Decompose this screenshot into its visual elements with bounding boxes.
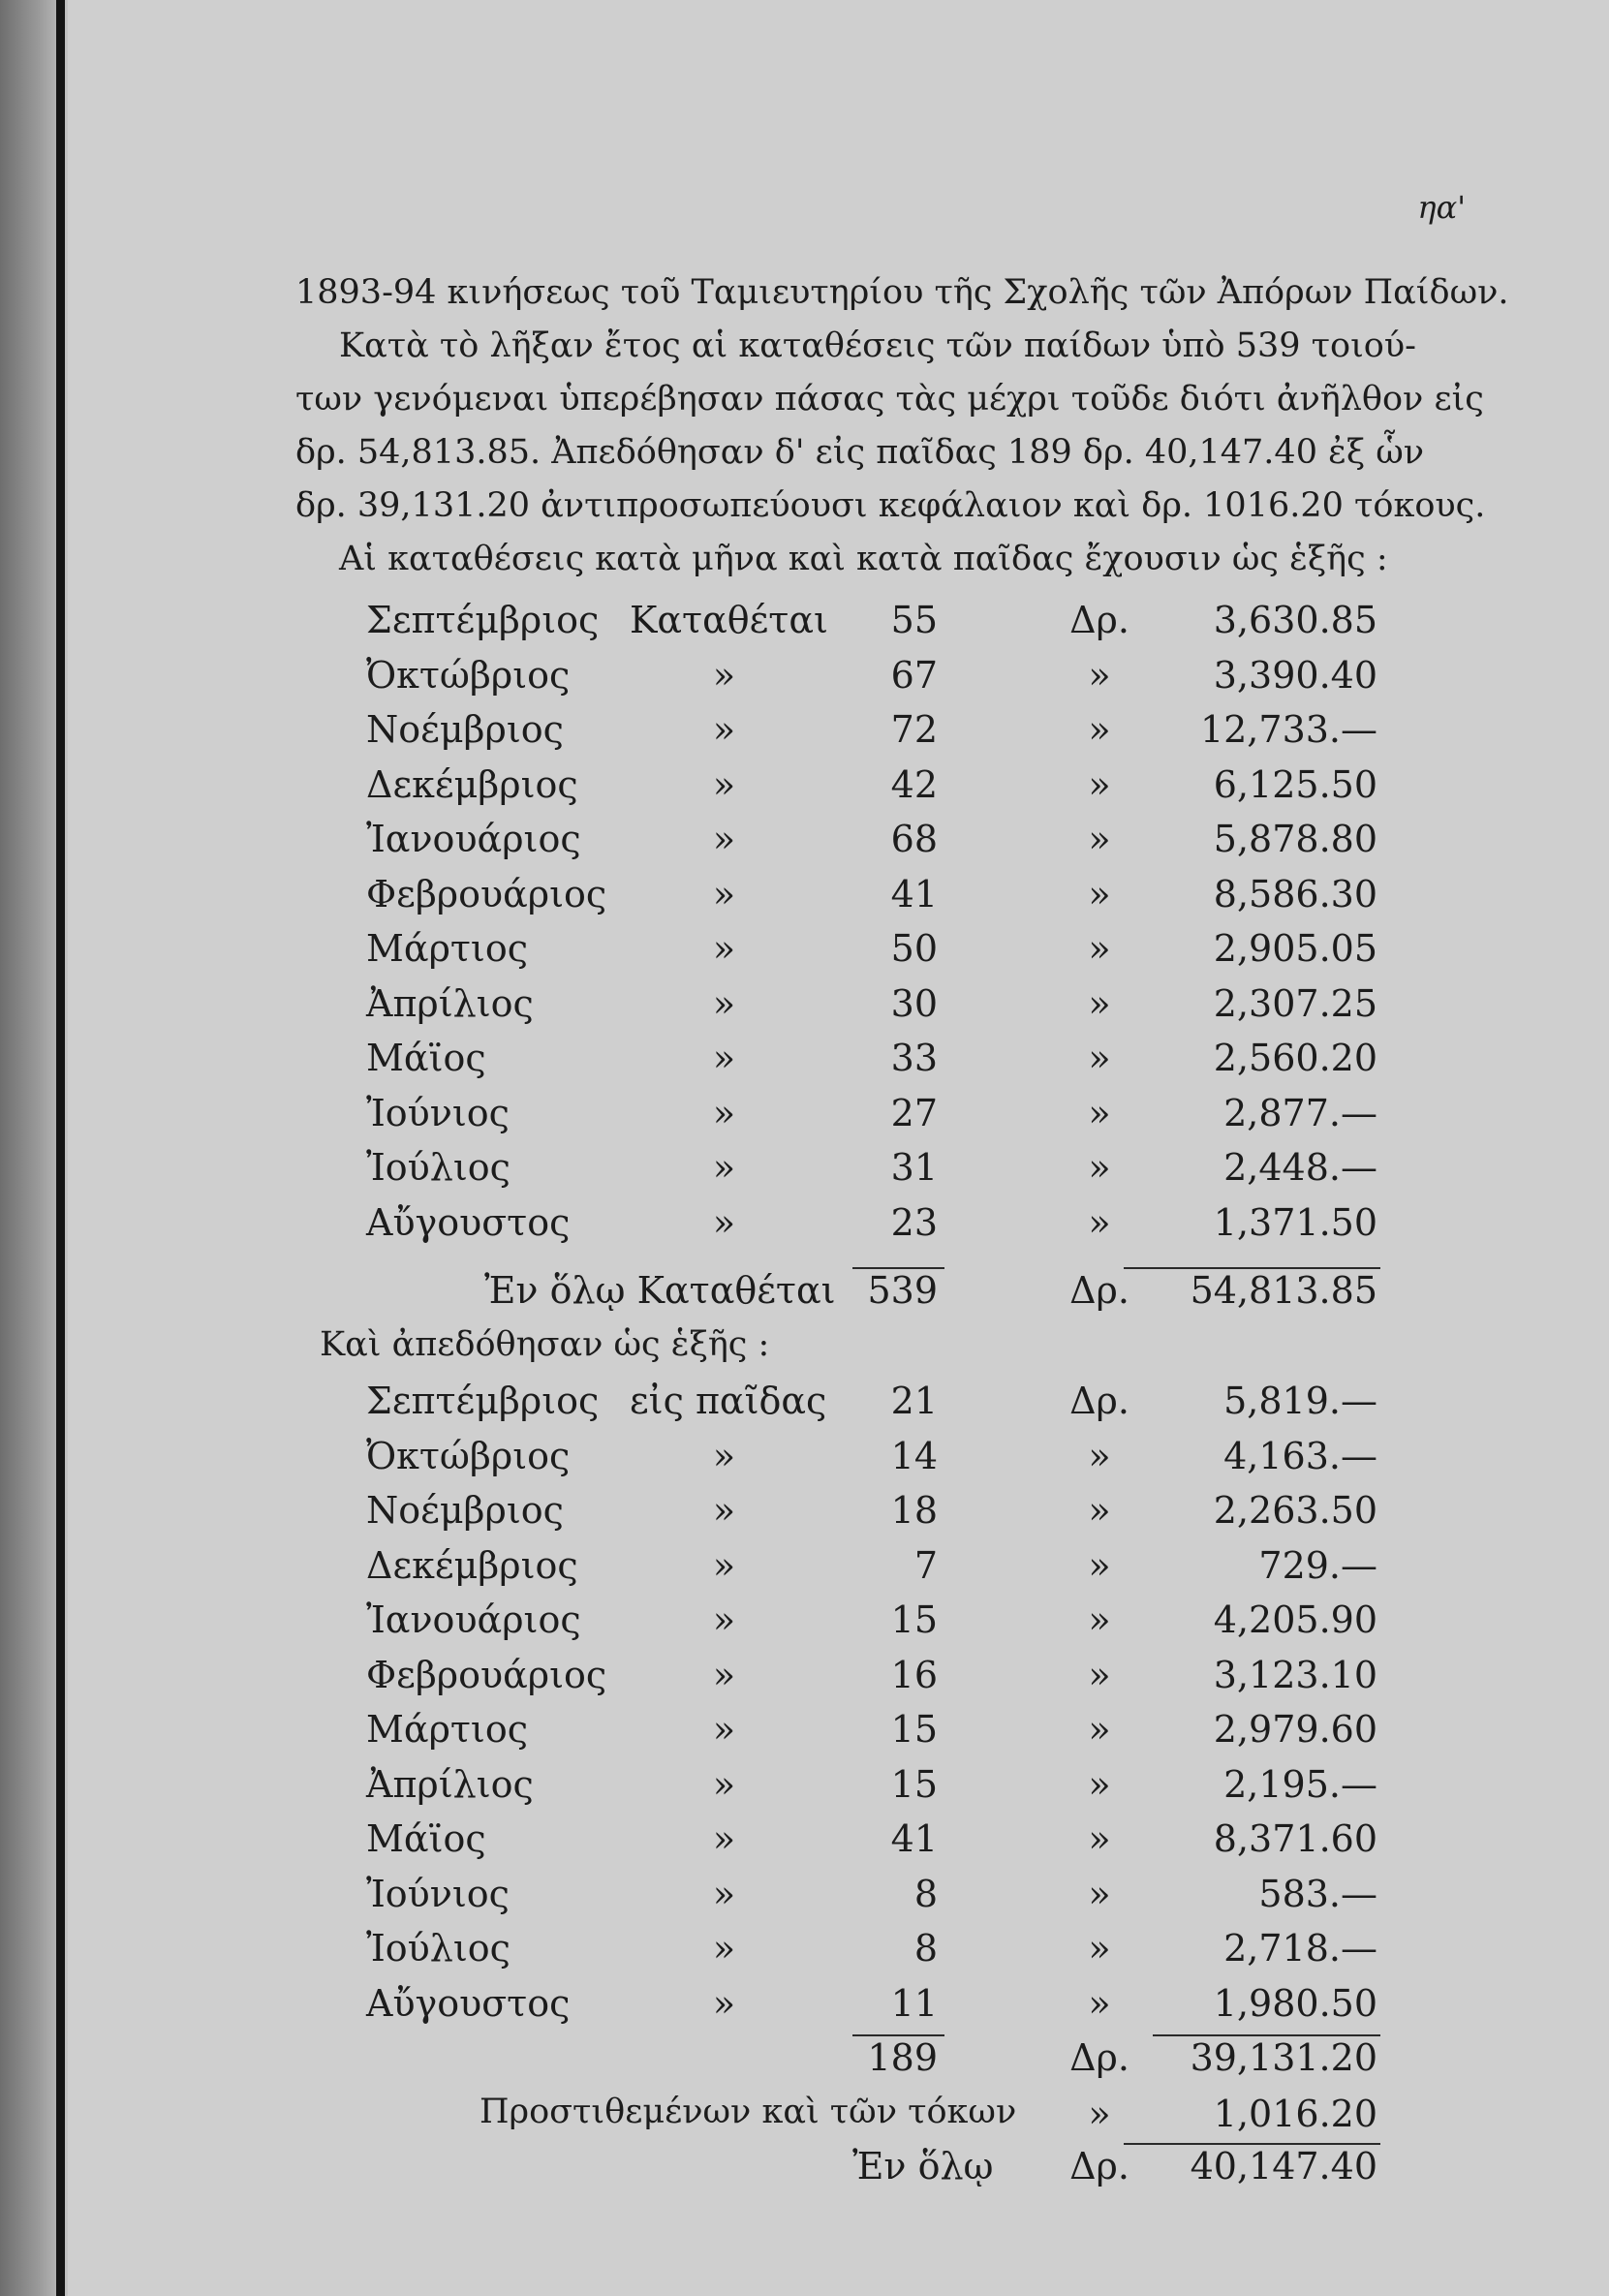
intro-line: δρ. 39,131.20 ἀντιπροσωπεύουσι κεφάλαιον καὶ δρ. 1016.20 τόκους. bbox=[295, 486, 1486, 525]
currency-cell: » bbox=[1088, 1872, 1111, 1915]
amount-cell: 12,733.— bbox=[1199, 708, 1377, 751]
amount-cell: 2,263.50 bbox=[1213, 1489, 1377, 1532]
month-name: Μάϊος bbox=[366, 1817, 486, 1860]
amount-cell: 5,819.— bbox=[1223, 1380, 1377, 1422]
amount-cell: 3,123.10 bbox=[1213, 1653, 1377, 1696]
currency-cell: » bbox=[1088, 1543, 1111, 1587]
amount-cell: 2,195.— bbox=[1223, 1762, 1377, 1806]
row-label: εἰς παῖδας bbox=[630, 1380, 827, 1422]
row-label: » bbox=[712, 1037, 736, 1079]
row-label: » bbox=[712, 1598, 736, 1641]
interest-amount: 1,016.20 bbox=[1213, 2093, 1377, 2135]
deposit-row bbox=[0, 1092, 1609, 1146]
row-label: Καταθέται bbox=[630, 599, 828, 641]
returned-row bbox=[0, 1873, 1609, 1927]
row-label: » bbox=[712, 708, 736, 751]
amount-cell: 6,125.50 bbox=[1213, 762, 1377, 806]
deposit-row bbox=[0, 1037, 1609, 1091]
month-name: Ἰούνιος bbox=[366, 1091, 510, 1134]
amount-cell: 1,980.50 bbox=[1213, 1981, 1377, 2025]
amount-cell: 4,163.— bbox=[1223, 1434, 1377, 1477]
count-cell: 68 bbox=[890, 818, 938, 860]
count-cell: 67 bbox=[890, 653, 938, 697]
currency-cell: » bbox=[1088, 708, 1111, 751]
deposits-total-amount: 54,813.85 bbox=[1190, 1269, 1377, 1312]
count-cell: 7 bbox=[913, 1543, 938, 1587]
returned-row bbox=[0, 1982, 1609, 2036]
count-cell: 15 bbox=[890, 1708, 938, 1751]
deposit-row bbox=[0, 873, 1609, 927]
month-name: Σεπτέμβριος bbox=[366, 1380, 600, 1422]
month-name: Ἰούνιος bbox=[366, 1872, 510, 1915]
row-label: » bbox=[712, 1872, 736, 1915]
currency-cell: » bbox=[1088, 1927, 1111, 1970]
amount-cell: 2,560.20 bbox=[1213, 1037, 1377, 1079]
returned-heading: Καὶ ἀπεδόθησαν ὡς ἑξῆς : bbox=[320, 1325, 770, 1364]
intro-paragraph bbox=[295, 266, 1509, 586]
returned-row bbox=[0, 1654, 1609, 1708]
currency-cell: » bbox=[1088, 1653, 1111, 1696]
count-cell: 50 bbox=[890, 927, 938, 970]
page-number: ηα' bbox=[1417, 189, 1466, 226]
returned-row bbox=[0, 1708, 1609, 1762]
amount-cell: 2,979.60 bbox=[1213, 1708, 1377, 1751]
currency-cell: » bbox=[1088, 1708, 1111, 1751]
count-cell: 27 bbox=[890, 1091, 938, 1134]
intro-line: Αἱ καταθέσεις κατὰ μῆνα καὶ κατὰ παῖδας ἔχουσιν ὡς ἑξῆς : bbox=[339, 540, 1388, 578]
interest-row bbox=[0, 2093, 1609, 2147]
amount-cell: 2,905.05 bbox=[1213, 927, 1377, 970]
currency-cell: » bbox=[1088, 1200, 1111, 1244]
count-cell: 72 bbox=[890, 708, 938, 751]
intro-line: 1893-94 κινήσεως τοῦ Ταμιευτηρίου τῆς Σχολῆς τῶν Ἀπόρων Παίδων. bbox=[295, 273, 1509, 312]
returned-subtotal-row bbox=[0, 2036, 1609, 2091]
returned-row bbox=[0, 1489, 1609, 1543]
grand-total-dr: Δρ. bbox=[1069, 2145, 1129, 2187]
returned-subtotal-count: 189 bbox=[867, 2036, 938, 2079]
amount-cell: 1,371.50 bbox=[1213, 1200, 1377, 1244]
interest-dr: » bbox=[1088, 2093, 1111, 2135]
month-name: Νοέμβριος bbox=[366, 708, 564, 751]
currency-cell: » bbox=[1088, 872, 1111, 915]
month-name: Ἰανουάριος bbox=[366, 1598, 581, 1641]
amount-cell: 3,630.85 bbox=[1213, 599, 1377, 641]
count-cell: 11 bbox=[890, 1981, 938, 2025]
amount-cell: 3,390.40 bbox=[1213, 653, 1377, 697]
deposit-row bbox=[0, 654, 1609, 708]
currency-cell: » bbox=[1088, 762, 1111, 806]
count-cell: 8 bbox=[913, 1927, 938, 1970]
row-label: » bbox=[712, 981, 736, 1025]
currency-cell: » bbox=[1088, 1762, 1111, 1806]
month-name: Αὔγουστος bbox=[366, 1200, 571, 1244]
amount-cell: 2,307.25 bbox=[1213, 981, 1377, 1025]
month-name: Αὔγουστος bbox=[366, 1981, 571, 2025]
count-cell: 21 bbox=[890, 1380, 938, 1422]
row-label: » bbox=[712, 1981, 736, 2025]
count-cell: 16 bbox=[890, 1653, 938, 1696]
intro-line: δρ. 54,813.85. Ἀπεδόθησαν δ' εἰς παῖδας 189 δρ. 40,147.40 ἐξ ὧν bbox=[295, 433, 1425, 472]
returned-row bbox=[0, 1435, 1609, 1489]
currency-cell: » bbox=[1088, 1037, 1111, 1079]
row-label: » bbox=[712, 1200, 736, 1244]
amount-cell: 4,205.90 bbox=[1213, 1598, 1377, 1641]
count-cell: 55 bbox=[890, 599, 938, 641]
count-cell: 41 bbox=[890, 872, 938, 915]
count-cell: 15 bbox=[890, 1762, 938, 1806]
month-name: Ἰούλιος bbox=[366, 1146, 511, 1189]
currency-cell: » bbox=[1088, 1981, 1111, 2025]
deposit-row bbox=[0, 763, 1609, 818]
deposits-total-count: 539 bbox=[867, 1269, 938, 1312]
month-name: Μάϊος bbox=[366, 1037, 486, 1079]
intro-line: Κατὰ τὸ λῆξαν ἔτος αἱ καταθέσεις τῶν παίδων ὑπὸ 539 τοιού- bbox=[339, 326, 1416, 365]
grand-total-label: Ἐν ὅλῳ bbox=[852, 2145, 994, 2187]
currency-cell: Δρ. bbox=[1069, 1380, 1129, 1422]
count-cell: 23 bbox=[890, 1200, 938, 1244]
month-name: Μάρτιος bbox=[366, 927, 528, 970]
deposit-row bbox=[0, 708, 1609, 762]
currency-cell: Δρ. bbox=[1069, 599, 1129, 641]
month-name: Ὀκτώβριος bbox=[366, 1434, 571, 1477]
row-label: » bbox=[712, 927, 736, 970]
amount-cell: 729.— bbox=[1258, 1543, 1377, 1587]
row-label: » bbox=[712, 1653, 736, 1696]
returned-row bbox=[0, 1544, 1609, 1598]
count-cell: 14 bbox=[890, 1434, 938, 1477]
count-cell: 41 bbox=[890, 1817, 938, 1860]
amount-cell: 583.— bbox=[1258, 1872, 1377, 1915]
count-cell: 31 bbox=[890, 1146, 938, 1189]
returned-subtotal-amount: 39,131.20 bbox=[1190, 2036, 1377, 2079]
month-name: Ἀπρίλιος bbox=[366, 981, 534, 1025]
returned-row bbox=[0, 1927, 1609, 1981]
grand-total-amount: 40,147.40 bbox=[1190, 2145, 1377, 2187]
count-cell: 30 bbox=[890, 981, 938, 1025]
row-label: » bbox=[712, 1927, 736, 1970]
count-cell: 15 bbox=[890, 1598, 938, 1641]
count-cell: 42 bbox=[890, 762, 938, 806]
deposits-total-dr: Δρ. bbox=[1069, 1269, 1129, 1312]
row-label: » bbox=[712, 1146, 736, 1189]
month-name: Νοέμβριος bbox=[366, 1489, 564, 1532]
row-label: » bbox=[712, 872, 736, 915]
deposits-total-label: Ἐν ὅλῳ Καταθέται bbox=[484, 1269, 836, 1312]
deposit-row bbox=[0, 1201, 1609, 1256]
currency-cell: » bbox=[1088, 981, 1111, 1025]
row-label: » bbox=[712, 1708, 736, 1751]
month-name: Φεβρουάριος bbox=[366, 872, 607, 915]
amount-cell: 8,371.60 bbox=[1213, 1817, 1377, 1860]
row-label: » bbox=[712, 818, 736, 860]
amount-cell: 8,586.30 bbox=[1213, 872, 1377, 915]
amount-cell: 2,448.— bbox=[1223, 1146, 1377, 1189]
currency-cell: » bbox=[1088, 1091, 1111, 1134]
deposit-row bbox=[0, 927, 1609, 981]
grand-total-row bbox=[0, 2145, 1609, 2199]
amount-cell: 2,718.— bbox=[1223, 1927, 1377, 1970]
month-name: Σεπτέμβριος bbox=[366, 599, 600, 641]
deposit-row bbox=[0, 818, 1609, 872]
deposit-row bbox=[0, 982, 1609, 1037]
row-label: » bbox=[712, 1489, 736, 1532]
returned-row bbox=[0, 1598, 1609, 1653]
row-label: » bbox=[712, 1817, 736, 1860]
row-label: » bbox=[712, 1762, 736, 1806]
row-label: » bbox=[712, 1543, 736, 1587]
amount-cell: 2,877.— bbox=[1223, 1091, 1377, 1134]
count-cell: 33 bbox=[890, 1037, 938, 1079]
count-cell: 18 bbox=[890, 1489, 938, 1532]
month-name: Ἰούλιος bbox=[366, 1927, 511, 1970]
month-name: Φεβρουάριος bbox=[366, 1653, 607, 1696]
month-name: Ἀπρίλιος bbox=[366, 1762, 534, 1806]
returned-row bbox=[0, 1763, 1609, 1817]
amount-cell: 5,878.80 bbox=[1213, 818, 1377, 860]
currency-cell: » bbox=[1088, 1434, 1111, 1477]
intro-line: των γενόμεναι ὑπερέβησαν πάσας τὰς μέχρι τοῦδε διότι ἀνῆλθον εἰς bbox=[295, 380, 1484, 419]
month-name: Ἰανουάριος bbox=[366, 818, 581, 860]
month-name: Δεκέμβριος bbox=[366, 762, 578, 806]
currency-cell: » bbox=[1088, 1489, 1111, 1532]
month-name: Μάρτιος bbox=[366, 1708, 528, 1751]
currency-cell: » bbox=[1088, 818, 1111, 860]
deposit-row bbox=[0, 599, 1609, 653]
returned-subtotal-dr: Δρ. bbox=[1069, 2036, 1129, 2079]
currency-cell: » bbox=[1088, 927, 1111, 970]
row-label: » bbox=[712, 1091, 736, 1134]
returned-row bbox=[0, 1817, 1609, 1872]
month-name: Δεκέμβριος bbox=[366, 1543, 578, 1587]
deposit-row bbox=[0, 1146, 1609, 1200]
row-label: » bbox=[712, 653, 736, 697]
row-label: » bbox=[712, 1434, 736, 1477]
row-label: » bbox=[712, 762, 736, 806]
count-cell: 8 bbox=[913, 1872, 938, 1915]
currency-cell: » bbox=[1088, 1146, 1111, 1189]
month-name: Ὀκτώβριος bbox=[366, 653, 571, 697]
currency-cell: » bbox=[1088, 653, 1111, 697]
returned-row bbox=[0, 1380, 1609, 1434]
deposits-total-row bbox=[0, 1269, 1609, 1323]
currency-cell: » bbox=[1088, 1817, 1111, 1860]
currency-cell: » bbox=[1088, 1598, 1111, 1641]
interest-label: Προστιθεμένων καὶ τῶν τόκων bbox=[480, 2093, 1017, 2131]
